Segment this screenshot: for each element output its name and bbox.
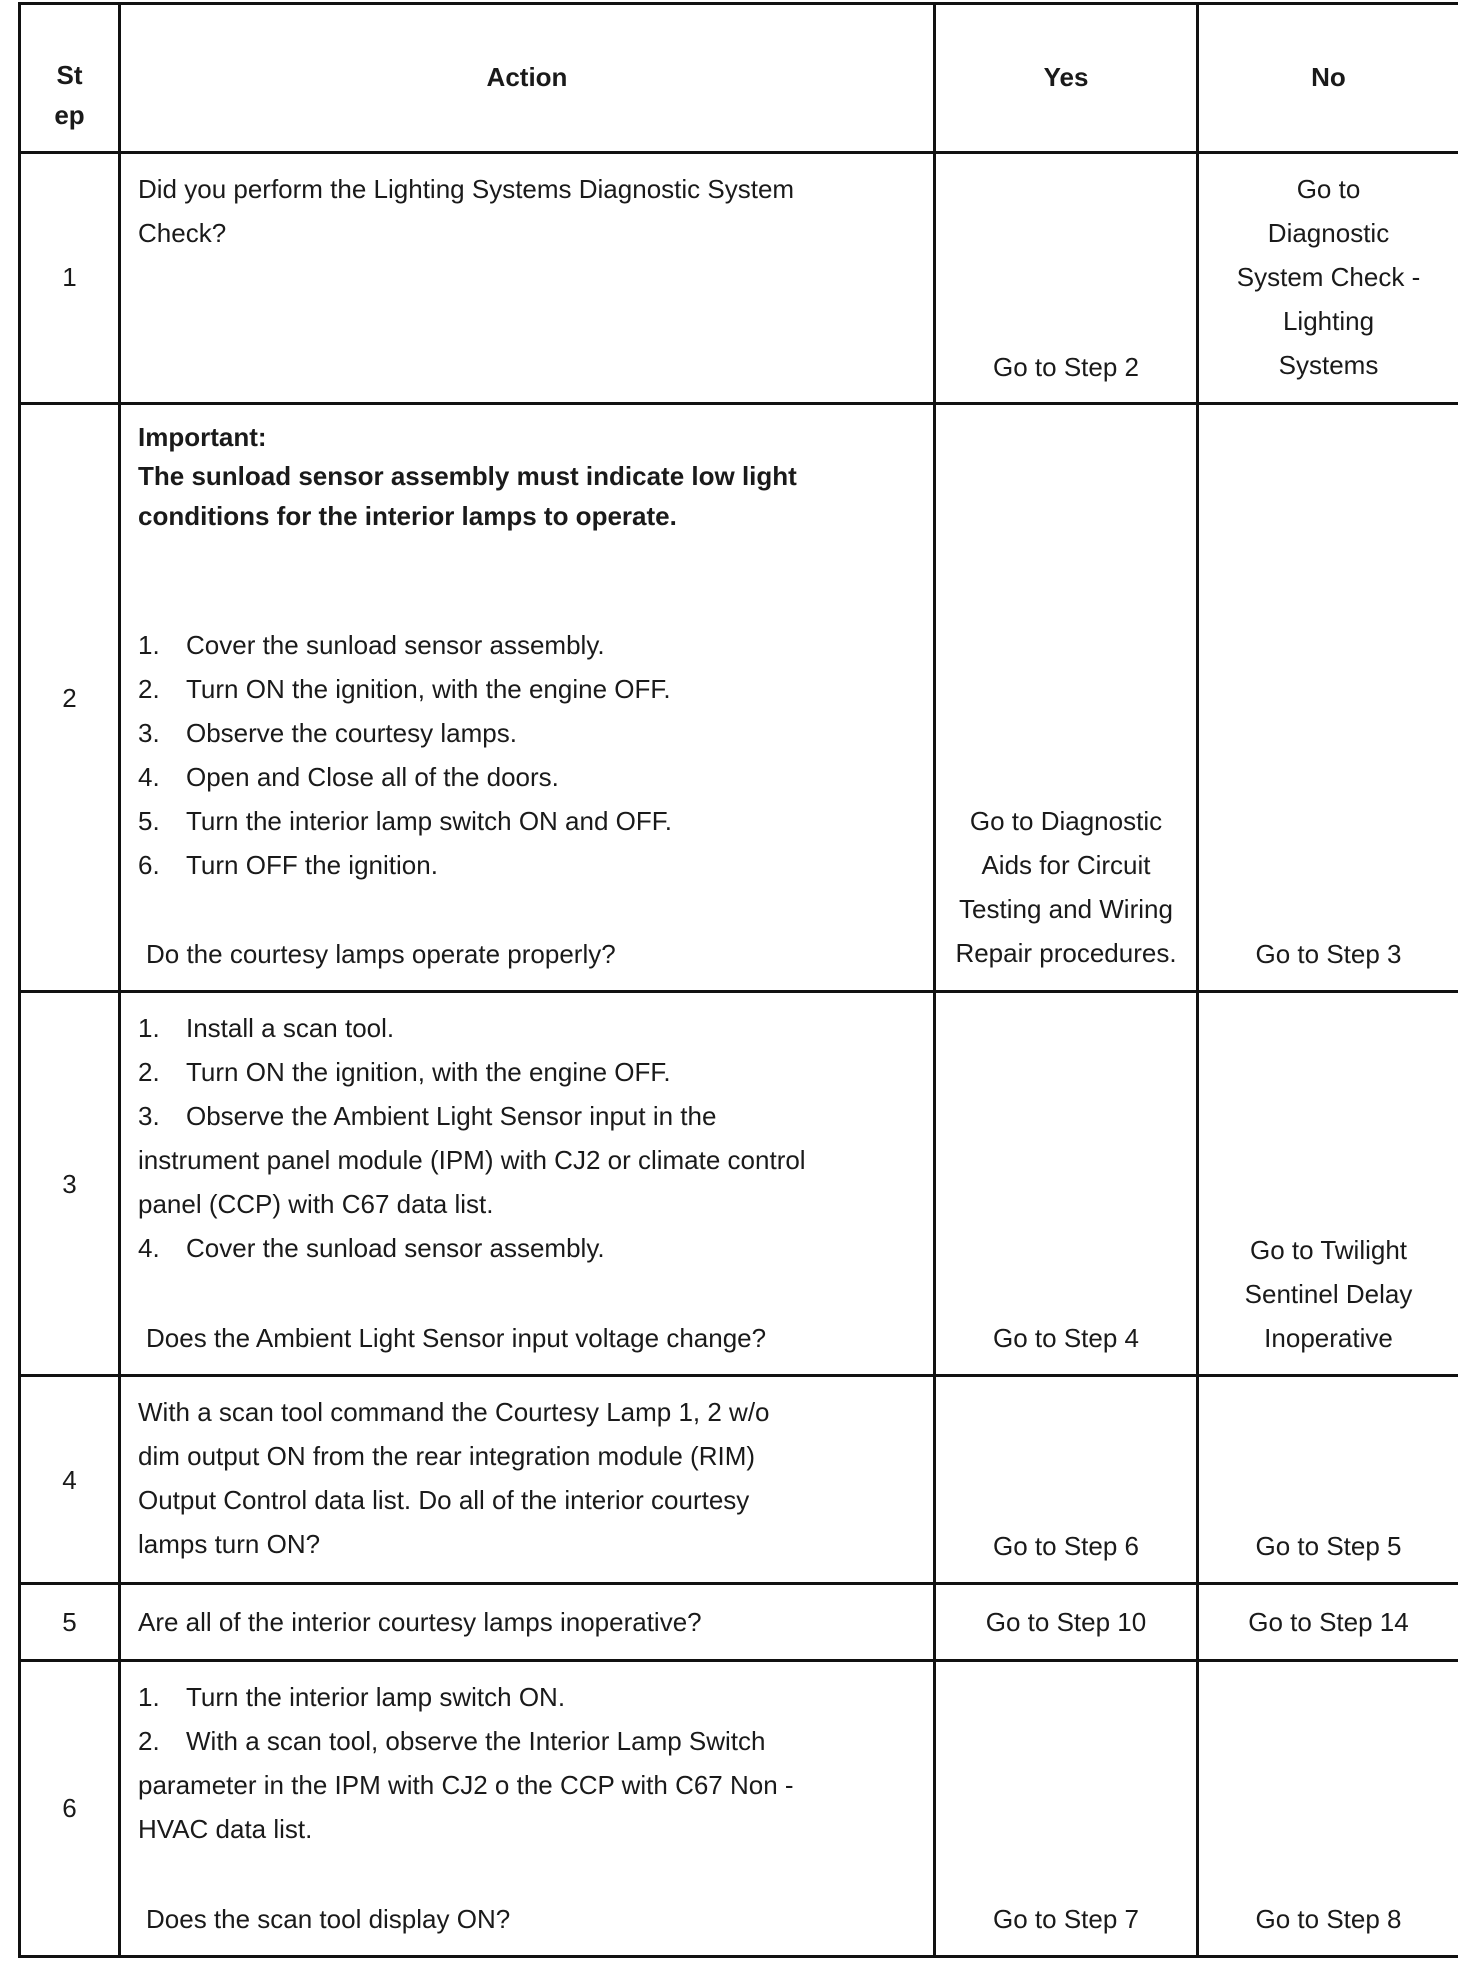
step-number: 6 — [62, 1793, 77, 1823]
rule-row2 — [18, 990, 1458, 993]
list-item: 6. Turn OFF the ignition. — [138, 850, 438, 880]
list-item: 4. Cover the sunload sensor assembly. — [138, 1233, 605, 1263]
question-text: Does the Ambient Light Sensor input voltage change? — [146, 1323, 767, 1353]
step-number: 5 — [62, 1607, 77, 1637]
yes-cell: Go to Step 4 — [993, 1323, 1139, 1353]
important-label: Important: — [138, 422, 267, 452]
yes-cell: Go to Step 2 — [993, 352, 1139, 382]
yes-cell: Go to Step 7 — [993, 1904, 1139, 1934]
list-item: 1. Install a scan tool. — [138, 1013, 395, 1043]
header-step: St ep — [54, 60, 85, 130]
rule-row4 — [18, 1582, 1458, 1585]
no-cell: Go to Step 3 — [1255, 939, 1402, 969]
list-item: 2. Turn ON the ignition, with the engine OFF. — [138, 1057, 671, 1087]
yes-cell: Go to Step 10 — [985, 1607, 1147, 1637]
list-item: 2. With a scan tool, observe the Interior Lamp Switch — [138, 1726, 766, 1756]
list-item: 1. Turn the interior lamp switch ON. — [138, 1682, 566, 1712]
important-text: The sunload sensor assembly must indicate low light conditions for the interior lamps to operate. — [138, 461, 797, 531]
rule-header — [18, 151, 1458, 154]
no-cell: Go to Step 8 — [1255, 1904, 1402, 1934]
rule-top — [18, 2, 1458, 5]
yes-cell: Go to Diagnostic Aids for Circuit Testing and Wiring Repair procedures. — [955, 806, 1177, 968]
step-number: 4 — [62, 1465, 77, 1495]
question-text: Do the courtesy lamps operate properly? — [146, 939, 616, 969]
action-text: Are all of the interior courtesy lamps inoperative? — [138, 1607, 702, 1637]
step-number: 2 — [62, 683, 77, 713]
header-no: No — [1311, 62, 1346, 92]
no-cell: Go to Twilight Sentinel Delay Inoperative — [1244, 1235, 1413, 1353]
step-number: 1 — [62, 262, 77, 292]
list-item: 4. Open and Close all of the doors. — [138, 762, 559, 792]
step-list: 1. Turn the interior lamp switch ON. 2. With a scan tool, observe the Interior Lamp Switch parameter in the IPM with CJ2 o the CCP with C67 Non - HVAC data list. — [138, 1675, 794, 1851]
action-text: With a scan tool command the Courtesy Lamp 1, 2 w/o dim output ON from the rear integration module (RIM) Output Control data list. Do all of the interior courtesy lamps turn ON? — [138, 1397, 770, 1559]
step-list — [138, 623, 672, 887]
rule-row3 — [18, 1374, 1458, 1377]
step-number: 3 — [62, 1169, 77, 1199]
question-text: Does the scan tool display ON? — [146, 1904, 511, 1934]
header-action: Action — [486, 62, 568, 92]
list-item: 3. Observe the courtesy lamps. — [138, 718, 517, 748]
no-cell: Go to Diagnostic System Check - Lighting Systems — [1236, 174, 1421, 380]
step-list: 1. Install a scan tool. 2. Turn ON the ignition, with the engine OFF. 3. Observe the Ambient Light Sensor input in the instrument panel module (IPM) with CJ2 or climate control panel (CCP) with C67 data list. 4. Cover the sunload sensor assembly. — [138, 1006, 806, 1270]
list-item: 2. Turn ON the ignition, with the engine OFF. — [138, 674, 671, 704]
list-item: 5. Turn the interior lamp switch ON and OFF. — [138, 806, 672, 836]
list-item: 3. Observe the Ambient Light Sensor input in the — [138, 1101, 717, 1131]
no-cell: Go to Step 14 — [1248, 1607, 1409, 1637]
rule-row5 — [18, 1659, 1458, 1662]
rule-col2 — [933, 2, 936, 1958]
rule-row1 — [18, 402, 1458, 405]
rule-bottom — [18, 1955, 1458, 1958]
action-text: Did you perform the Lighting Systems Diagnostic System Check? — [138, 174, 795, 248]
list-item: 1. Cover the sunload sensor assembly. — [138, 630, 605, 660]
no-cell: Go to Step 5 — [1255, 1531, 1402, 1561]
diagnostic-table — [18, 0, 1458, 1966]
header-yes: Yes — [1043, 62, 1089, 92]
rule-col1 — [118, 2, 121, 1958]
yes-cell: Go to Step 6 — [993, 1531, 1139, 1561]
